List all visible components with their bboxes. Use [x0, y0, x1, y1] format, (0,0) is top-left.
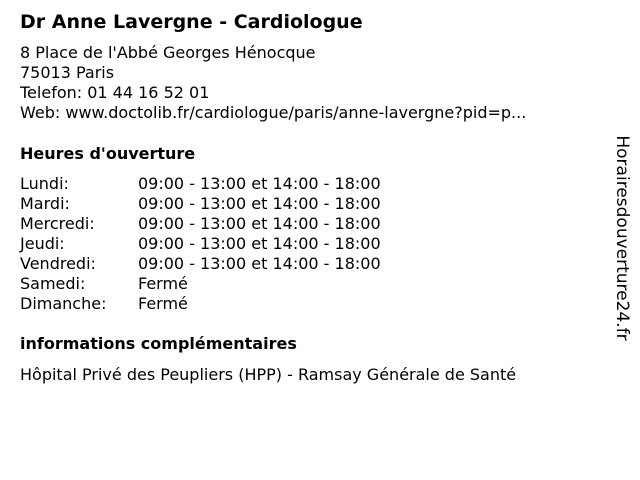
day-hours: 09:00 - 13:00 et 14:00 - 18:00	[138, 234, 381, 253]
hours-row	[20, 194, 381, 214]
hours-row	[20, 274, 381, 294]
day-hours: 09:00 - 13:00 et 14:00 - 18:00	[138, 174, 381, 193]
day-label: Jeudi:	[20, 234, 65, 253]
extra-info-heading: informations complémentaires	[20, 334, 297, 353]
day-label: Lundi:	[20, 174, 69, 193]
day-label: Mardi:	[20, 194, 70, 213]
hours-row	[20, 254, 381, 274]
day-label: Mercredi:	[20, 214, 95, 233]
day-hours: Fermé	[138, 294, 188, 313]
day-label: Dimanche:	[20, 294, 107, 313]
contact-info	[20, 43, 526, 123]
hours-heading: Heures d'ouverture	[20, 144, 196, 163]
day-hours: 09:00 - 13:00 et 14:00 - 18:00	[138, 214, 381, 233]
hours-row	[20, 234, 381, 254]
address-street: 8 Place de l'Abbé Georges Hénocque	[20, 43, 316, 62]
day-label: Vendredi:	[20, 254, 96, 273]
extra-info-text: Hôpital Privé des Peupliers (HPP) - Ramsay Générale de Santé	[20, 365, 517, 384]
website-link[interactable]: Web: www.doctolib.fr/cardiologue/paris/anne-lavergne?pid=p...	[20, 103, 527, 122]
hours-row	[20, 214, 381, 234]
day-hours: Fermé	[138, 274, 188, 293]
page-title: Dr Anne Lavergne - Cardiologue	[20, 11, 363, 33]
opening-hours-table	[20, 174, 381, 314]
day-hours: 09:00 - 13:00 et 14:00 - 18:00	[138, 254, 381, 273]
address-city: 75013 Paris	[20, 63, 115, 82]
hours-row	[20, 174, 381, 194]
phone-number: Telefon: 01 44 16 52 01	[20, 83, 210, 102]
hours-row	[20, 294, 381, 314]
site-watermark: Horairesdouverture24.fr	[612, 135, 632, 341]
day-label: Samedi:	[20, 274, 86, 293]
day-hours: 09:00 - 13:00 et 14:00 - 18:00	[138, 194, 381, 213]
